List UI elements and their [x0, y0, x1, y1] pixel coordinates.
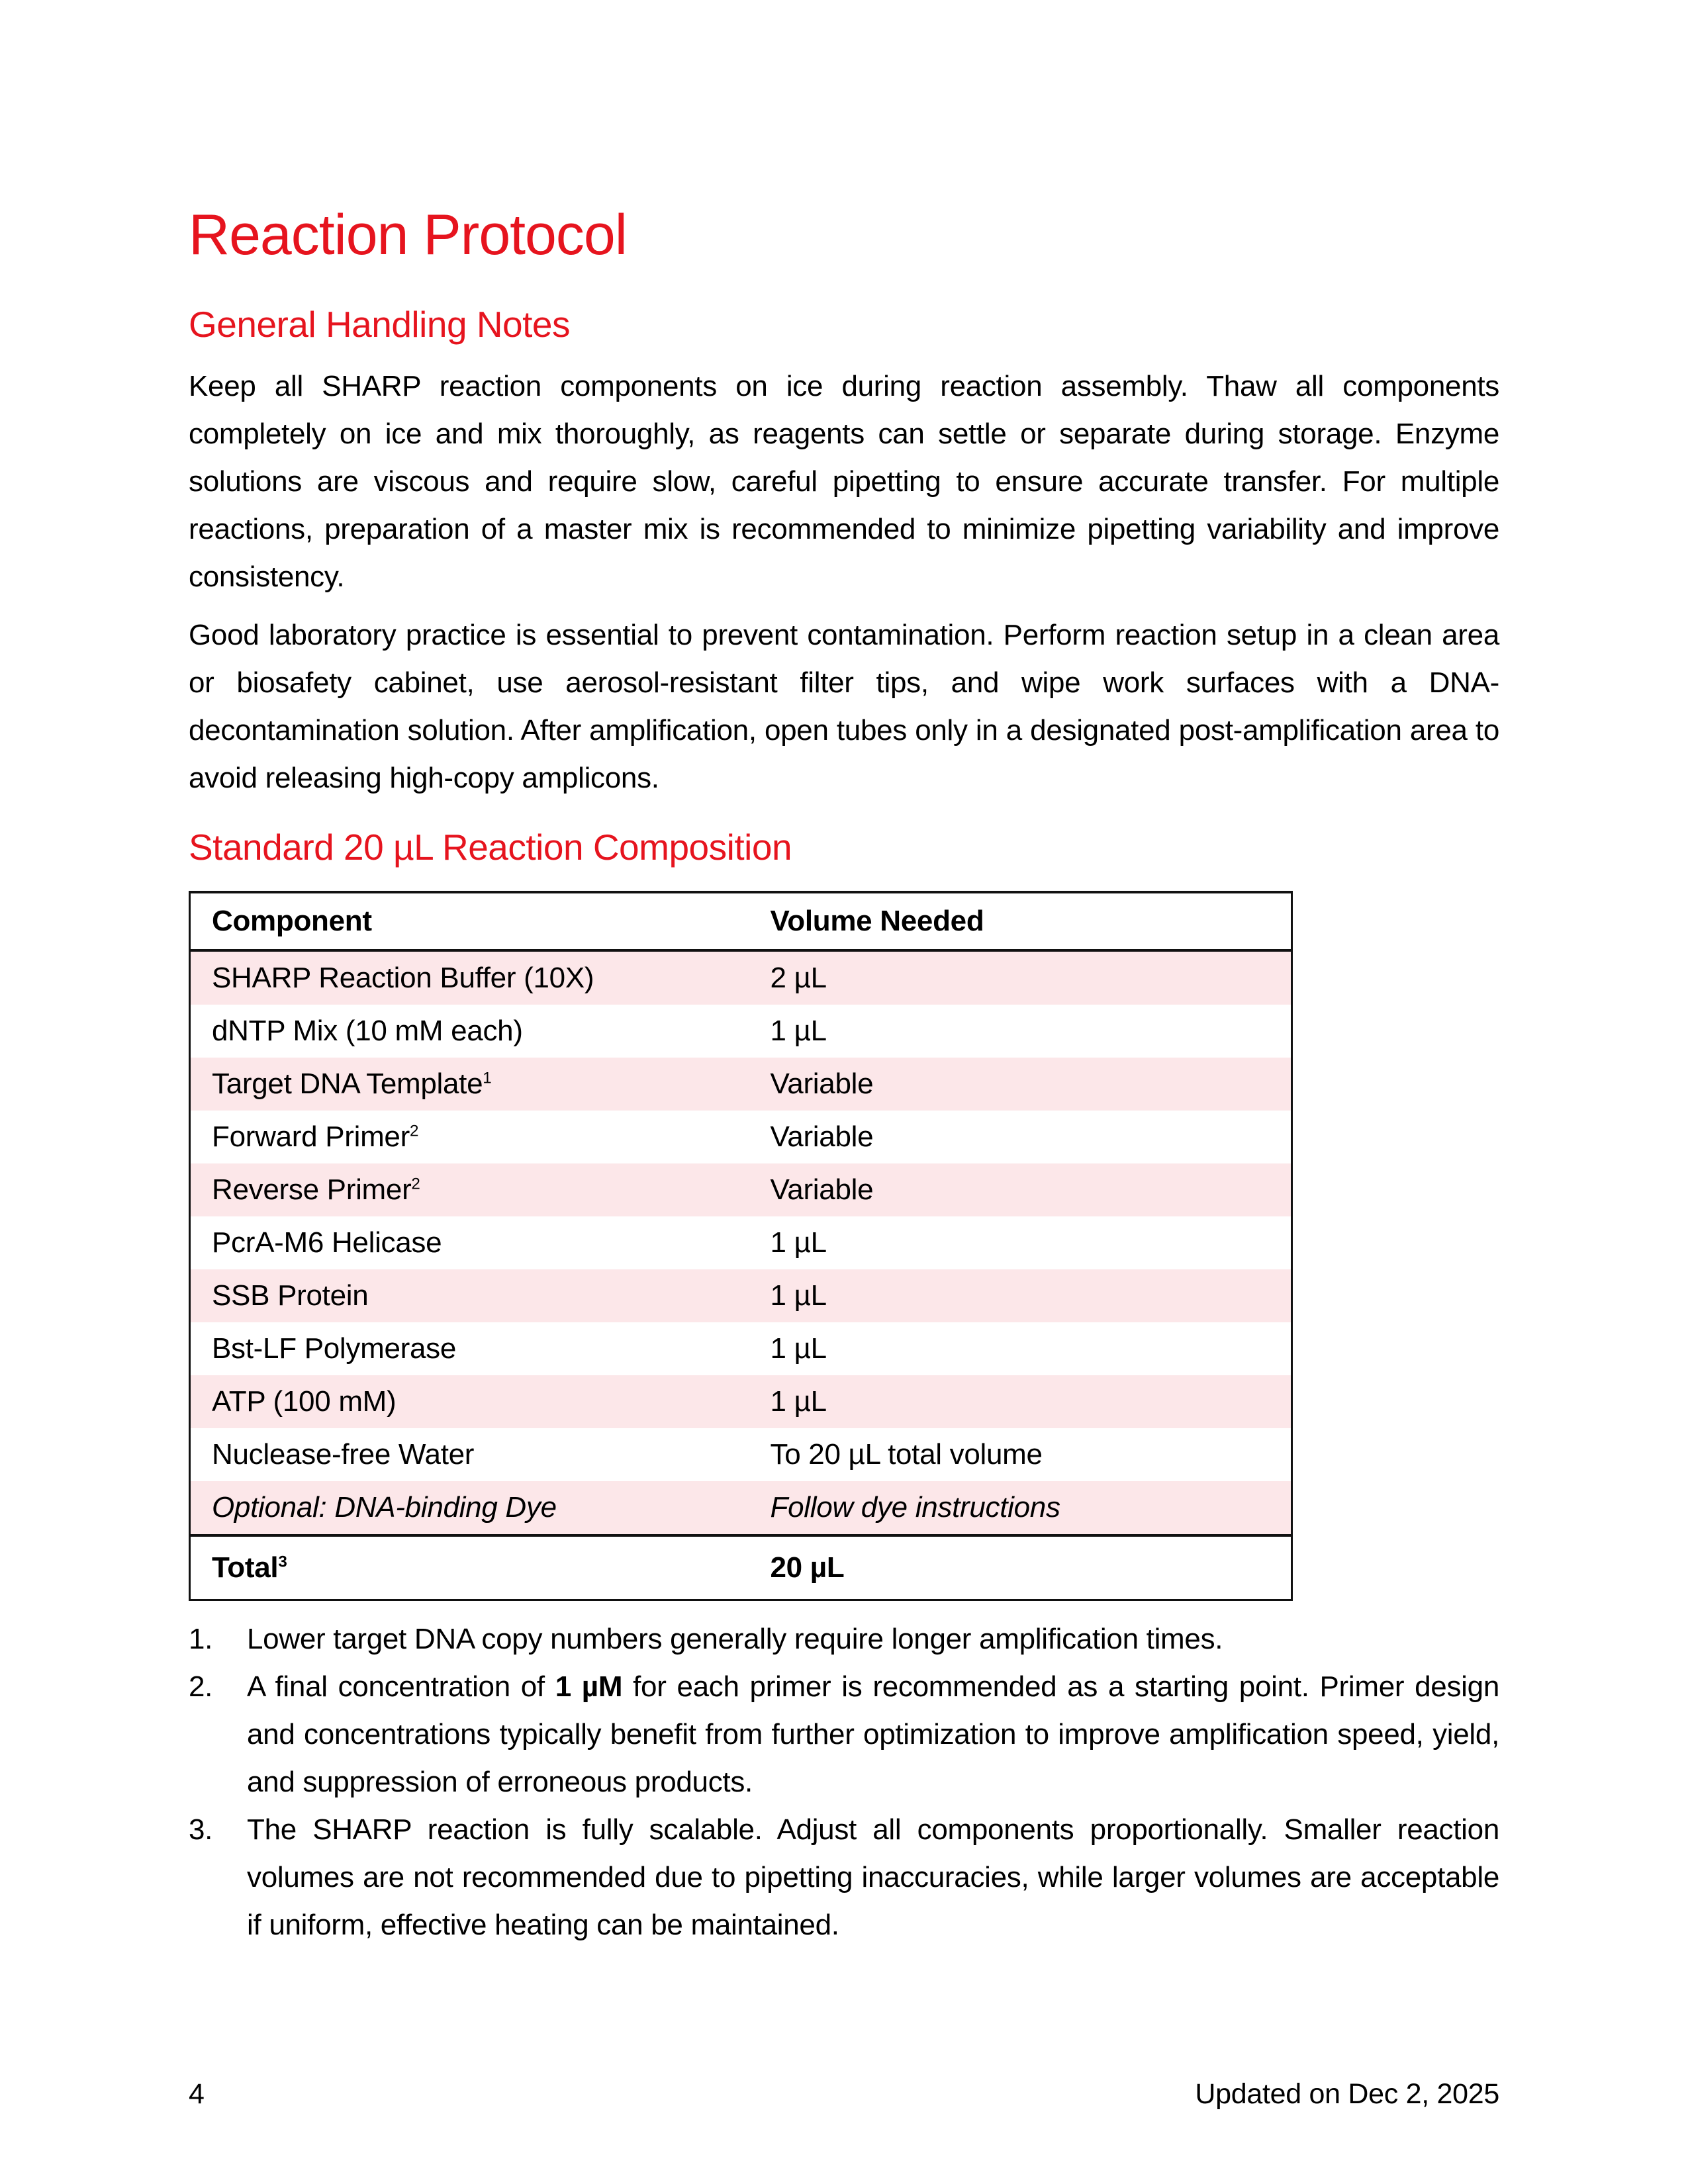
component-label: Reverse Primer — [212, 1173, 412, 1206]
volume-cell: 1 µL — [770, 1279, 827, 1312]
component-cell — [190, 1005, 749, 1058]
footnote-ref: 1 — [483, 1069, 492, 1087]
table-row — [190, 1428, 1292, 1481]
page-number: 4 — [189, 2078, 205, 2110]
component-label: Optional: DNA-binding Dye — [212, 1491, 557, 1524]
page-title: Reaction Protocol — [189, 203, 627, 267]
footnote-2 — [189, 1663, 1499, 1806]
paragraph-handling-2: Good laboratory practice is essential to prevent contamination. Perform reaction setup in a clean area or biosafety cabinet, use aerosol-resistant filter tips, and wipe work surfaces with a DNA-decontamination solution. After amplification, open tubes only in a designated post-amplification area to avoid releasing high-copy amplicons. — [189, 619, 1499, 794]
component-label: Nuclease-free Water — [212, 1438, 475, 1471]
component-cell — [190, 1111, 749, 1163]
volume-cell: Variable — [770, 1068, 874, 1100]
section-heading-general-handling-notes: General Handling Notes — [189, 304, 571, 345]
table-header-row — [190, 892, 1292, 950]
table-row-total — [190, 1535, 1292, 1600]
component-label: SHARP Reaction Buffer (10X) — [212, 962, 594, 994]
component-cell — [190, 1375, 749, 1428]
component-label: dNTP Mix (10 mM each) — [212, 1015, 523, 1047]
volume-cell: 1 µL — [770, 1015, 827, 1047]
table-row — [190, 1058, 1292, 1111]
component-cell — [190, 1481, 749, 1535]
footnote-ref: 2 — [409, 1122, 419, 1140]
table-row-optional-dye — [190, 1481, 1292, 1535]
component-label: SSB Protein — [212, 1279, 369, 1312]
component-cell — [190, 1428, 749, 1481]
component-cell — [190, 1058, 749, 1111]
footnote-1 — [189, 1615, 1499, 1663]
reaction-composition-table — [189, 891, 1293, 1601]
column-header-component: Component — [190, 892, 749, 950]
section-heading-reaction-composition: Standard 20 µL Reaction Composition — [189, 827, 792, 868]
footnote-3 — [189, 1806, 1499, 1949]
component-label: Forward Primer — [212, 1120, 410, 1153]
footnote-text-part: The SHARP reaction is fully scalable. Adjust all components proportionally. Smaller reaction volumes are not recommended due to pipetting inaccuracies, while larger volumes are acceptable if uniform, effective heating can be maintained. — [247, 1813, 1499, 1941]
component-cell — [190, 950, 749, 1005]
footnote-ref: 3 — [278, 1553, 287, 1571]
volume-cell: 1 µL — [770, 1385, 827, 1418]
footnote-text — [247, 1615, 1499, 1663]
updated-date: Updated on Dec 2, 2025 — [1195, 2078, 1499, 2110]
volume-cell: 20 µL — [749, 1535, 1292, 1600]
footnote-text-part: A final concentration of — [247, 1670, 555, 1703]
table-body — [190, 950, 1292, 1600]
footnote-text — [247, 1663, 1499, 1806]
volume-cell: Follow dye instructions — [770, 1491, 1060, 1524]
footnote-text-bold: 1 µM — [555, 1670, 623, 1703]
footnote-number: 2. — [189, 1670, 213, 1703]
footnote-number: 1. — [189, 1623, 213, 1655]
volume-cell: 2 µL — [770, 962, 827, 994]
component-cell — [190, 1163, 749, 1216]
paragraph-handling-1: Keep all SHARP reaction components on ice during reaction assembly. Thaw all components completely on ice and mix thoroughly, as reagents can settle or separate during storage. Enzyme solutions are viscous and require slow, careful pipetting to ensure accurate transfer. For multiple reactions, preparation of a master mix is recommended to minimize pipetting variability and improve consistency. — [189, 370, 1499, 593]
footnote-text — [247, 1806, 1499, 1949]
volume-cell: 1 µL — [770, 1332, 827, 1365]
component-label: ATP (100 mM) — [212, 1385, 397, 1418]
table-header — [190, 892, 1292, 950]
volume-cell: To 20 µL total volume — [770, 1438, 1043, 1471]
table-row — [190, 950, 1292, 1005]
table-row — [190, 1322, 1292, 1375]
page-content — [189, 203, 1499, 1949]
table-row — [190, 1111, 1292, 1163]
column-header-volume: Volume Needed — [749, 892, 1292, 950]
component-cell — [190, 1269, 749, 1322]
component-label: PcrA-M6 Helicase — [212, 1226, 442, 1259]
component-label: Target DNA Template — [212, 1068, 483, 1100]
volume-cell: Variable — [770, 1173, 874, 1206]
page-footer — [189, 2077, 1499, 2111]
footnotes-list — [189, 1615, 1499, 1949]
volume-cell: Variable — [770, 1120, 874, 1153]
component-cell — [190, 1535, 749, 1600]
table-row — [190, 1163, 1292, 1216]
component-label: Bst-LF Polymerase — [212, 1332, 457, 1365]
component-cell — [190, 1322, 749, 1375]
footnote-text-part: Lower target DNA copy numbers generally require longer amplification times. — [247, 1623, 1223, 1655]
volume-cell: 1 µL — [770, 1226, 827, 1259]
table-row — [190, 1269, 1292, 1322]
table-row — [190, 1005, 1292, 1058]
footnote-ref: 2 — [411, 1175, 420, 1193]
component-cell — [190, 1216, 749, 1269]
footnote-text-part: for each primer is recommended as a starting point. Primer design and concentrations typically benefit from further optimization to improve amplification speed, yield, and suppression of erroneous products. — [247, 1670, 1499, 1798]
table-row — [190, 1216, 1292, 1269]
component-label: Total — [212, 1551, 279, 1584]
table-row — [190, 1375, 1292, 1428]
footnote-number: 3. — [189, 1813, 213, 1846]
